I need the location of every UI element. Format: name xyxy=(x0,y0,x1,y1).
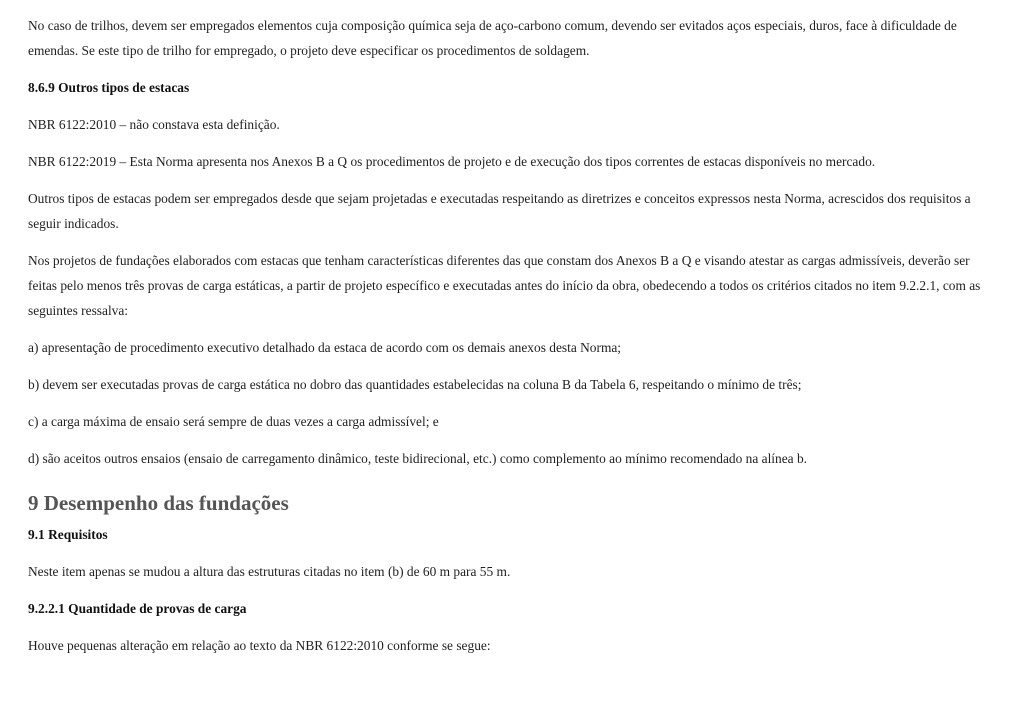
paragraph-nbr-2010: NBR 6122:2010 – não constava esta definição. xyxy=(28,117,280,132)
section-heading-9-2-2-1: 9.2.2.1 Quantidade de provas de carga xyxy=(28,601,247,616)
paragraph-projetos-fundacoes: Nos projetos de fundações elaborados com estacas que tenham características diferentes das que constam dos Anexos B a Q e visando atestar as cargas admissíveis, deverão ser feitas pelo menos três provas de carga estáticas, a partir de projeto específico e executadas antes do início da obra, obedecendo a todos os critérios citados no item 9.2.2.1, com as seguintes ressalva: xyxy=(28,253,981,318)
paragraph-trilhos: No caso de trilhos, devem ser empregados elementos cuja composição química seja de aço-carbono comum, devendo ser evitados aços especiais, duros, face à dificuldade de emendas. Se este tipo de trilho for empregado, o projeto deve especificar os procedimentos de soldagem. xyxy=(28,18,957,58)
section-heading-8-6-9: 8.6.9 Outros tipos de estacas xyxy=(28,80,190,95)
chapter-heading-9: 9 Desempenho das fundações xyxy=(28,491,289,515)
paragraph-alteracao: Houve pequenas alteração em relação ao texto da NBR 6122:2010 conforme se segue: xyxy=(28,638,491,653)
paragraph-requisitos: Neste item apenas se mudou a altura das estruturas citadas no item (b) de 60 m para 55 m. xyxy=(28,564,511,579)
list-item-c: c) a carga máxima de ensaio será sempre de duas vezes a carga admissível; e xyxy=(28,414,439,429)
list-item-b: b) devem ser executadas provas de carga estática no dobro das quantidades estabelecidas na coluna B da Tabela 6, respeitando o mínimo de três; xyxy=(28,377,802,392)
paragraph-outros-tipos: Outros tipos de estacas podem ser empregados desde que sejam projetadas e executadas respeitando as diretrizes e conceitos expressos nesta Norma, acrescidos dos requisitos a seguir indicados. xyxy=(28,191,971,231)
paragraph-nbr-2019: NBR 6122:2019 – Esta Norma apresenta nos Anexos B a Q os procedimentos de projeto e de execução dos tipos correntes de estacas disponíveis no mercado. xyxy=(28,154,876,169)
section-heading-9-1: 9.1 Requisitos xyxy=(28,527,108,542)
list-item-a: a) apresentação de procedimento executivo detalhado da estaca de acordo com os demais anexos desta Norma; xyxy=(28,340,622,355)
list-item-d: d) são aceitos outros ensaios (ensaio de carregamento dinâmico, teste bidirecional, etc.) como complemento ao mínimo recomendado na alínea b. xyxy=(28,451,807,466)
